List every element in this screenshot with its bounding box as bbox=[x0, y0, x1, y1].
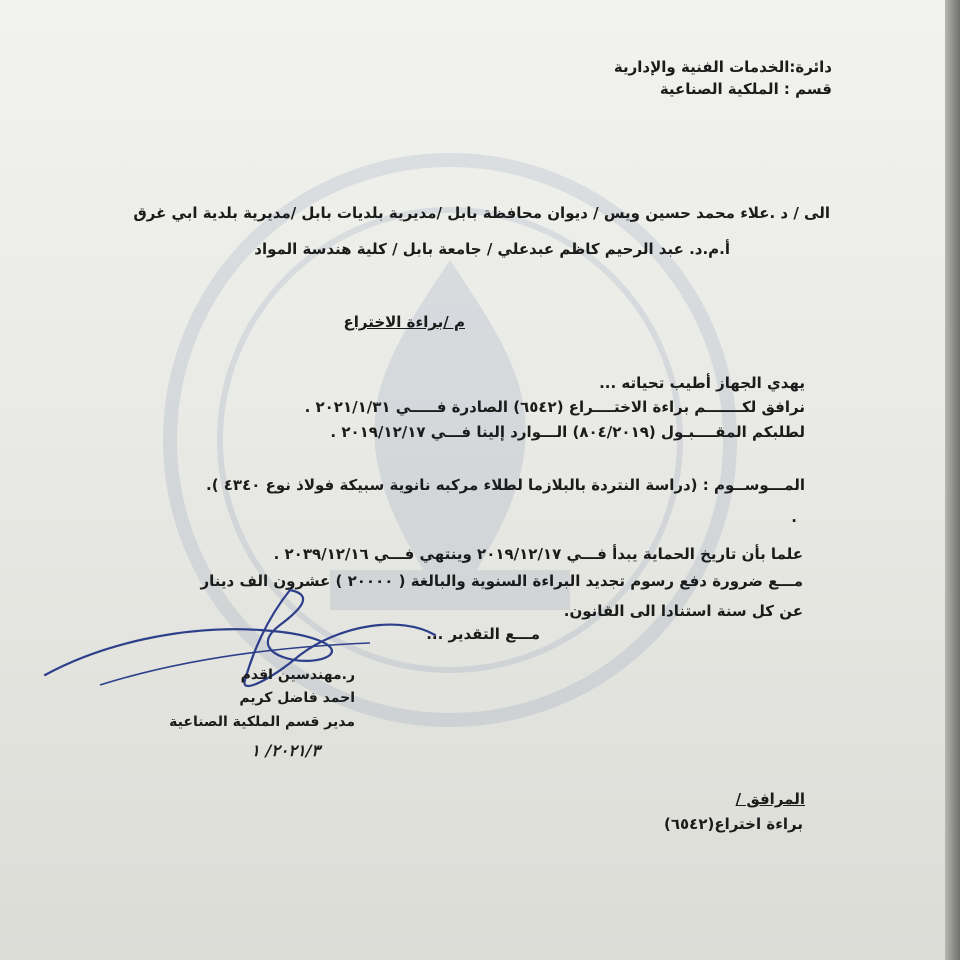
body-line-3: المـــوســوم : (دراسة النتردة بالبلازما لطلاء مركبه نانوية سبيكة فولاذ نوع ٤٣٤٠ ). bbox=[206, 476, 805, 494]
signer-position: مدير قسم الملكية الصناعية bbox=[169, 714, 355, 730]
header-department: دائرة:الخدمات الفنية والإدارية bbox=[613, 58, 832, 76]
scan-edge bbox=[945, 0, 960, 960]
handwritten-signature bbox=[40, 585, 440, 705]
recipient-line-2: أ.م.د. عبد الرحيم كاظم عبدعلي / جامعة بابل / كلية هندسة المواد bbox=[254, 240, 730, 258]
recipient-line-1: الى / د .علاء محمد حسين ويس / ديوان محافظة بابل /مديرية بلديات بابل /مديرية بلدية ابي غرق bbox=[133, 204, 830, 222]
attachments-label: المرافق / bbox=[735, 790, 805, 808]
body-dot: . bbox=[791, 508, 797, 526]
header-section: قسم : الملكية الصناعية bbox=[659, 80, 832, 98]
body-line-5: مـــع ضرورة دفع رسوم تجديد البراءة السنوية والبالغة ( ٢٠٠٠٠ ) عشرون الف دينار bbox=[200, 572, 803, 590]
attachment-item: براءة اختراع(٦٥٤٢) bbox=[664, 815, 803, 833]
body-line-4: علما بأن تاريخ الحماية يبدأ فـــي ٢٠١٩/١٢/١٧ وينتهي فـــي ٢٠٣٩/١٢/١٦ . bbox=[273, 545, 803, 563]
body-line-2: لطلبكم المقــــبـول (٨٠٤/٢٠١٩) الـــوارد إلينا فـــي ٢٠١٩/١٢/١٧ . bbox=[330, 423, 805, 441]
subject-line: م /براءة الاختراع bbox=[343, 313, 465, 331]
closing-line: مـــع التقدير ... bbox=[426, 625, 540, 643]
greeting-line: يهدي الجهاز أطيب تحياته ... bbox=[599, 374, 805, 392]
body-line-1: نرافق لكـــــــم براءة الاختــــراع (٦٥٤٢) الصادرة فـــــي ٢٠٢١/١/٣١ . bbox=[304, 398, 805, 416]
signer-name: احمد فاضل كريم bbox=[239, 690, 355, 706]
signer-title: ر.مهندسين اقدم bbox=[240, 667, 355, 683]
signature-date: ٢٠٢١/٣/ ١ bbox=[251, 741, 320, 760]
body-line-6: عن كل سنة استنادا الى القانون. bbox=[563, 602, 803, 620]
